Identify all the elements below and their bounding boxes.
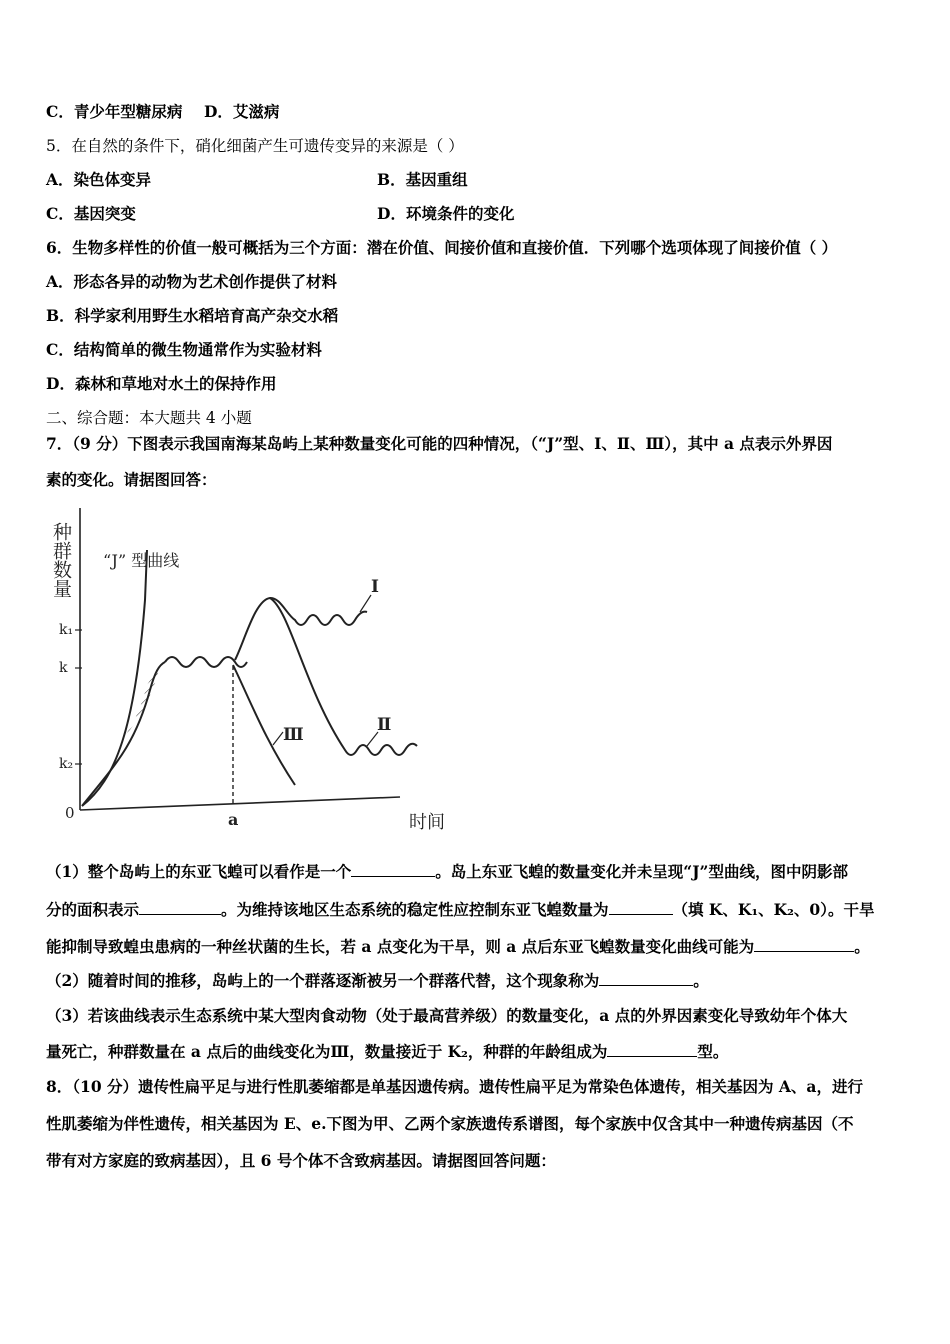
q7-p1-line3	[46, 937, 870, 957]
q7-p1-text: （填 K、K₁、K₂、0）。干旱	[672, 900, 875, 919]
q6-option-b: B．科学家利用野生水稻培育高产杂交水稻	[46, 306, 339, 325]
answer-blank-4[interactable]	[754, 937, 854, 952]
q7-p3-text: 量死亡，种群数量在 a 点后的曲线变化为Ⅲ，数量接近于 K₂，种群的年龄组成为	[46, 1042, 608, 1061]
q7-p2-text: （2）随着时间的推移，岛屿上的一个群落逐渐被另一个群落代替，这个现象称为	[46, 971, 600, 990]
q7-p3-line2	[46, 1042, 728, 1062]
curve-i-leader	[360, 595, 371, 612]
q5-option-a: A．染色体变异	[46, 170, 152, 189]
answer-blank-5[interactable]	[599, 971, 693, 986]
curve-iii-leader	[273, 732, 283, 745]
q8-stem-line2: 性肌萎缩为伴性遗传，相关基因为 E、e.下图为甲、乙两个家族遗传系谱图，每个家族中仅含其中一种遗传病基因（不	[46, 1114, 854, 1133]
j-curve-label: “J” 型曲线	[103, 551, 180, 570]
q5-option-d: D．环境条件的变化	[377, 204, 515, 223]
k-label: k	[59, 660, 68, 676]
q6-option-c: C．结构简单的微生物通常作为实验材料	[46, 340, 322, 359]
q7-p2	[46, 971, 709, 991]
population-curve-figure	[50, 500, 465, 840]
curve-i	[235, 598, 367, 660]
q7-p1-line2	[46, 900, 874, 920]
q7-p1-text: 分的面积表示	[46, 900, 140, 919]
q7-p3-line1: （3）若该曲线表示生态系统中某大型肉食动物（处于最高营养级）的数量变化，a 点的外界因素变化导致幼年个体大	[46, 1006, 848, 1025]
q6-stem: 6．生物多样性的价值一般可概括为三个方面：潜在价值、间接价值和直接价值．下列哪个选项体现了间接价值（ ）	[46, 238, 838, 257]
answer-blank-1[interactable]	[351, 862, 435, 877]
k2-label: k₂	[59, 756, 74, 772]
s-curve	[82, 662, 165, 806]
answer-blank-3[interactable]	[609, 900, 673, 915]
q7-p1-text: 。岛上东亚飞蝗的数量变化并未呈现“J”型曲线，图中阴影部	[435, 862, 848, 881]
q8-stem-line3: 带有对方家庭的致病基因），且 6 号个体不含致病基因。请据图回答问题：	[46, 1151, 556, 1170]
q8-stem-line1: 8．（10 分）遗传性扁平足与进行性肌萎缩都是单基因遗传病。遗传性扁平足为常染色体遗传，相关基因为 A、a，进行	[46, 1077, 863, 1096]
q7-p1-text: 能抑制导致蝗虫患病的一种丝状菌的生长，若 a 点变化为干旱，则 a 点后东亚飞蝗数量变化曲线可能为	[46, 937, 755, 956]
answer-blank-2[interactable]	[139, 900, 221, 915]
q5-stem: 5．在自然的条件下，硝化细菌产生可遗传变异的来源是（ ）	[46, 137, 464, 155]
x-axis-label: 时间	[409, 812, 445, 833]
k1-label: k₁	[59, 622, 74, 638]
a-label: a	[228, 810, 239, 829]
q7-p1-line1	[46, 862, 848, 882]
q5-option-c: C．基因突变	[46, 204, 136, 223]
q7-p1-text: 。为维持该地区生态系统的稳定性应控制东亚飞蝗数量为	[221, 900, 609, 919]
curve-ii-label: Ⅱ	[377, 715, 392, 735]
q7-p1-text: 。	[854, 937, 870, 956]
origin-label: 0	[65, 804, 75, 822]
answer-blank-6[interactable]	[607, 1042, 697, 1057]
q4-option-c: C．青少年型糖尿病	[46, 102, 183, 121]
q7-p1-text: （1）整个岛屿上的东亚飞蝗可以看作是一个	[46, 862, 352, 881]
q6-option-a: A．形态各异的动物为艺术创作提供了材料	[46, 272, 338, 291]
q7-p3-text: 型。	[697, 1042, 729, 1061]
q7-stem-line2: 素的变化。请据图回答：	[46, 470, 217, 489]
population-curve-svg	[50, 500, 465, 840]
section-title: 二、综合题：本大题共 4 小题	[46, 409, 252, 427]
q7-p2-text: 。	[693, 971, 709, 990]
q5-options-row2	[46, 204, 906, 224]
j-curve	[82, 550, 147, 806]
q4-options	[46, 102, 279, 122]
q5-option-b: B．基因重组	[377, 170, 468, 189]
curve-i-label: Ⅰ	[371, 577, 379, 597]
q7-stem-line1: 7．（9 分）下图表示我国南海某岛屿上某种数量变化可能的四种情况，（“J”型、Ⅰ、Ⅱ、Ⅲ），其中 a 点表示外界因	[46, 434, 833, 453]
q4-option-d: D．艾滋病	[203, 102, 280, 121]
x-axis	[80, 797, 400, 810]
curve-iii-label: Ⅲ	[283, 725, 304, 745]
q6-option-d: D．森林和草地对水土的保持作用	[46, 374, 277, 393]
y-axis-label: 种群数量	[50, 522, 72, 598]
q5-options-row1	[46, 170, 906, 190]
